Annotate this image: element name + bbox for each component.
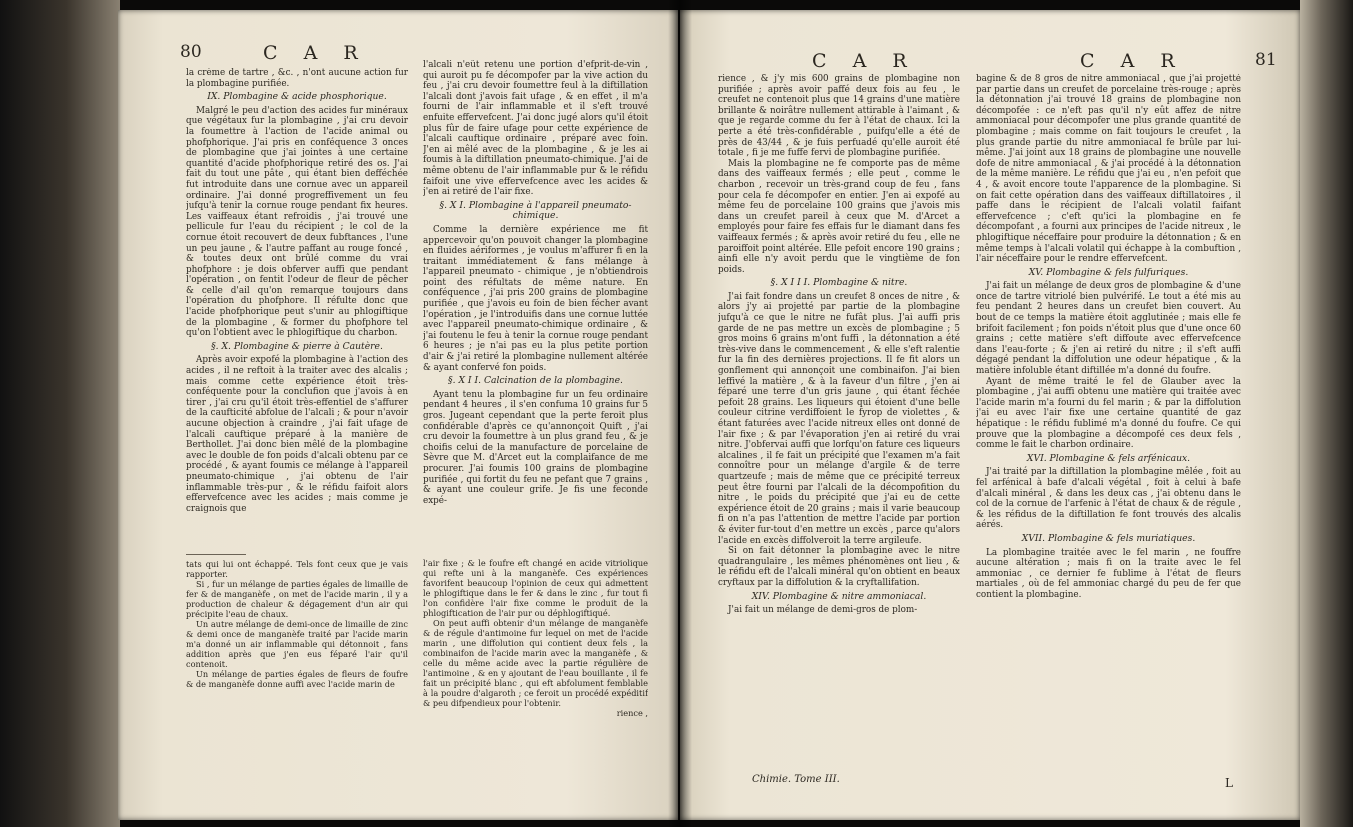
left-column-2	[423, 60, 648, 544]
section-xvii-body: La plombagine traitée avec le fel marin , ne fouffre aucune altération ; mais fi on la traite avec le fel ammoniac , ce dernier fe fublime à l'état de fleurs martiales , où de fel ammoniac chargé du peu de fer que contient la plombagine.	[976, 547, 1241, 600]
left-column-1	[186, 68, 408, 536]
left-running-head: C A R	[263, 42, 368, 64]
section-xv-title: XV. Plombagine & fels fulfuriques.	[1028, 266, 1189, 278]
footnote-paragraph: l'air fixe ; & le foufre eft changé en acide vitriolique qui refte uni à la manganèfe. Ces expériences favorifent beaucoup l'opinion de ceux qui admettent le phlogiftique dans le fer & dans le zinc , fur tout fi l'on confidère l'air fixe comme le produit de la phlogiftication de l'air pur ou déphlogiftiqué.	[423, 558, 648, 618]
section-xiv-title: XIV. Plombagine & nitre ammoniacal.	[751, 590, 927, 602]
paragraph: Ayant de même traité le fel de Glauber avec la plombagine , j'ai auffi obtenu une matière qui traitée avec l'acide marin m'a fourni du fel marin ; & par la diffolution j'ai eu avec l'air fixe une certaine quantité de gaz hépatique : le réfidu fublimé m'a donné du foufre. Ce qui prouve que la plombagine a décompofé ces deux fels , comme le fait le charbon ordinaire.	[976, 376, 1241, 451]
footnote-intro: tats qui lui ont échappé. Tels font ceux que je vais rapporter.	[186, 559, 408, 579]
book-edge-right	[1300, 0, 1353, 827]
right-running-head-left: C A R	[812, 50, 917, 72]
section-xii-body: Ayant tenu la plombagine fur un feu ordinaire pendant 4 heures , il s'en confuma 10 grains fur 5 gros. Jugeant cependant que la perte feroit plus confidérable d'après ce qu'annonçoit Quift , j'ai cru devoir la foumettre à un plus grand feu , & je choifis celui de la manufacture de porcelaine de Sèvre que M. d'Arcet eut la complaifance de me procurer. J'ai foumis 100 grains de plombagine purifiée , qui fortit du feu ne pefant que 7 grains , & ayant une couleur grife. Je fis une feconde expé-	[423, 389, 648, 506]
right-running-head-right: C A R	[1080, 50, 1185, 72]
book-gutter	[668, 0, 692, 827]
section-xiii-body: J'ai fait fondre dans un creufet 8 onces de nitre , & alors j'y ai projetté par partie de la plombagine jufqu'à ce que le nitre ne fufât plus. J'ai auffi pris garde de ne pas mettre un excès de plombagine ; 5 gros moins 6 grains m'ont fuffi , la détonnation a été très-vive dans le commencement , & elle s'eft ralentie fur la fin des dernières projections. Il fe fit alors un gonflement qui annonçoit une combinaifon. J'ai bien leffivé la matière , & à la faveur d'un filtre , j'en ai féparé une terre d'un gris jaune , qui étant féchée pefoit 28 grains. Les liqueurs qui étoient d'une belle couleur citrine verdiffoient le fyrop de violettes , & étant faturées avec l'acide nitreux elles ont donné de l'air fixe ; & par l'évaporation j'en ai retiré du vrai nitre. J'obfervai auffi que lorfqu'on fature ces liqueurs alcalines , il fe fait un précipité que l'examen m'a fait connoître pour un mélange d'argile & de terre quartzeufe ; mais de même que ce précipité terreux peut être fourni par l'alcali de la décompofition du nitre , le poids du précipité que j'ai eu de cette expérience étoit de 20 grains ; mais il varie beaucoup fi on n'a pas l'attention de mettre l'acide par portion & éviter fur-tout d'en mettre un excès , parce qu'alors l'acide en excès diffolveroit la terre argileufe.	[718, 291, 960, 546]
intro-paragraph: la crème de tartre , &c. , n'ont aucune action fur la plombagine purifiée.	[186, 68, 408, 89]
section-xvii-title: XVII. Plombagine & fels muriatiques.	[1021, 532, 1196, 544]
section-ix-body: Malgré le peu d'action des acides fur minéraux que végétaux fur la plombagine , j'ai cru devoir la foumettre à l'action de l'acide animal ou phofphorique. J'ai pris en conféquence 3 onces de plombagine que j'ai jointes à une certaine quantité d'acide phofphorique retiré des os. J'ai fait du tout une pâte , qui étant bien defféchée fut introduite dans une cornue avec un appareil ordinaire. J'ai donné progreffivement un feu jufqu'à tenir la cornue rouge pendant fix heures. Les vaiffeaux étant refroidis , j'ai trouvé une pellicule fur l'eau du récipient ; le col de la cornue étoit recouvert de deux fubftances , l'une un peu jaune , & l'autre paffant au rouge foncé , & toutes deux ont brûlé comme du vrai phofphore : je dois obferver auffi que pendant l'opération , on fentit l'odeur de fleur de pêcher & celle d'ail qu'on remarque toujours dans l'opération du phofphore. Il réfulte donc que l'acide phofphorique peut s'unir au phlogiftique de la plombagine , & former du phofphore tel qu'on l'obtient avec le phlogiftique du charbon.	[186, 105, 408, 339]
section-xii-title: §. X I I. Calcination de la plombagine.	[448, 375, 623, 387]
section-x-title: §. X. Plombagine & pierre à Cautère.	[211, 340, 383, 352]
left-page	[118, 10, 678, 820]
continuation-paragraph: l'alcali n'eût retenu une portion d'efprit-de-vin , qui auroit pu fe décompofer par la vive action du feu , j'ai cru devoir foumettre feul à la diftillation l'alcali dont j'avois fait ufage , & en effet , il m'a fourni de l'air inflammable et il s'eft trouvé enfuite effervefcent. J'ai donc jugé alors qu'il étoit plus fûr de faire ufage pour cette expérience de l'alcali cauftique ordinaire , préparé avec foin. J'en ai mêlé avec de la plombagine , & je les ai foumis à la diftillation pneumato-chimique. J'ai de même obtenu de l'air inflammable pur & le réfidu faifoit une vive effervefcence avec les acides & j'en ai retiré de l'air fixe.	[423, 60, 648, 198]
section-xiii-title: §. X I I I. Plombagine & nitre.	[770, 277, 908, 289]
footnote-paragraph: Un mélange de parties égales de fleurs de foufre & de manganèfe donne auffi avec l'acide marin de	[186, 669, 408, 689]
right-page	[680, 10, 1300, 820]
section-ix-title: IX. Plombagine & acide phosphorique.	[207, 91, 387, 103]
footnote-paragraph: On peut auffi obtenir d'un mélange de manganèfe & de régule d'antimoine fur lequel on met de l'acide marin , une diffolution qui contient deux fels , la combinaifon de l'acide marin avec la manganèfe , & celle du même acide avec la partie régulière de l'antimoine , & en y ajoutant de l'eau bouillante , il fe fait un précipité blanc , qui eft abfolument femblable à la poudre d'algaroth ; ce feroit un procédé expéditif & peu difpendieux pour l'obtenir.	[423, 618, 648, 708]
footnote-paragraph: Si , fur un mélange de parties égales de limaille de fer & de manganèfe , on met de l'acide marin , il y a production de chaleur & dégagement d'un air qui précipite l'eau de chaux.	[186, 579, 408, 619]
section-x-body: Après avoir expofé la plombagine à l'action des acides , il ne reftoit à la traiter avec des alcalis ; mais comme cette expérience étoit très-conféquente pour la conclufion que j'avois à en tirer , j'ai cru qu'il étoit très-effentiel de s'affurer de la caufticité abfolue de l'alcali ; & pour n'avoir aucune objection à craindre , j'ai fait ufage de l'alcali cauftique préparé à la manière de Berthollet. J'ai donc bien mêlé de la plombagine avec le double de fon poids d'alcali obtenu par ce procédé , & ayant foumis ce mélange à l'appareil pneumato-chimique , j'ai obtenu de l'air inflammable très-pur , & le réfidu faifoit alors effervefcence avec les acides ; mais comme je craignois que	[186, 355, 408, 514]
left-page-number: 80	[180, 42, 202, 62]
left-footnote-1	[186, 550, 408, 710]
section-xvi-title: XVI. Plombagine & fels arfénicaux.	[1026, 452, 1191, 464]
paragraph: Si on fait détonner la plombagine avec le nitre quadrangulaire , les mêmes phénomènes ont lieu , & le réfidu eft de l'alcali minéral qu'on obtient en beaux cryftaux par la diffolution & la cryftallifation.	[718, 546, 960, 588]
catchword: rience ,	[616, 708, 648, 718]
continuation-paragraph: rience , & j'y mis 600 grains de plombagine non purifiée ; après avoir paffé deux fois au feu , le creufet ne contenoit plus que 14 grains d'une matière brillante & noirâtre nullement attirable à l'aimant , & que je regarde comme du fer à l'état de chaux. Ici la perte a été très-confidérable , puifqu'elle a été de près de 43/44 , & je fuis perfuadé qu'elle auroit été totale , fi je me fuffe fervi de plombagine purifiée.	[718, 74, 960, 159]
left-footnote-2	[423, 558, 648, 728]
book-edge-left	[0, 0, 120, 827]
continuation-paragraph: bagine & de 8 gros de nitre ammoniacal , que j'ai projetté par partie dans un creufet de porcelaine très-rouge ; après la détonnation j'ai trouvé 18 grains de plombagine non décompofée : ce n'eft pas qu'il n'y eût affez de nitre ammoniacal pour décompofer une plus grande quantité de plombagine ; mais comme on fait toujours le creufet , la plus grande partie du nitre ammoniacal fe brûle par lui-même. J'ai joint aux 18 grains de plombagine une nouvelle dofe de nitre ammoniacal , & j'ai procédé à la détonnation de la même manière. Le réfidu que j'ai eu , n'en pefoit que 4 , & avoit encore toute l'apparence de la plombagine. Si on fait cette opération dans des vaiffeaux diftillatoires , il paffe dans le récipient de l'alcali volatil faifant effervefcence ; c'eft qu'ici la plombagine en fe décompofant , a fourni aux principes de l'acide nitreux , le phlogiftique néceffaire pour produire la détonnation ; & en même temps à l'alcali volatil qui échappe à la combuftion , l'air néceffaire pour le rendre effervefcent.	[976, 74, 1241, 265]
section-xvi-body: J'ai traité par la diftillation la plombagine mêlée , foit au fel arfénical à bafe d'alcali végétal , foit à celui à bafe d'alcali minéral , & dans les deux cas , j'ai obtenu dans le col de la cornue de l'arfenic à l'état de chaux & de régule , & les réfidus de la diftillation fe font trouvés des alcalis aérés.	[976, 467, 1241, 531]
right-page-number: 81	[1255, 50, 1277, 70]
section-xiv-body: J'ai fait un mélange de demi-gros de plom-	[728, 605, 918, 616]
section-xv-body: J'ai fait un mélange de deux gros de plombagine & d'une once de tartre vitriolé bien pulvérifé. Le tout a été mis au feu pendant 2 heures dans un creufet bien couvert. Au bout de ce temps la matière étoit agglutinée ; mais elle fe brifoit facilement ; fon poids n'étoit plus que d'une once 60 grains ; cette matière s'eft diffoute avec effervefcence dans l'eau-forte ; & j'en ai retiré du nitre ; il s'eft auffi dégagé pendant la diffolution une odeur hépatique , & la matière infoluble étant diftillée m'a donné du foufre.	[976, 281, 1241, 377]
signature-mark: L	[1225, 776, 1233, 790]
right-column-2	[976, 74, 1241, 774]
footnote-paragraph: Un autre mélange de demi-once de limaille de zinc & demi once de manganèfe traité par l'acide marin m'a donné un air inflammable qui détonnoit , fans addition après que j'en eus féparé l'air qu'il contenoit.	[186, 619, 408, 669]
paragraph: Mais la plombagine ne fe comporte pas de même dans des vaiffeaux fermés ; elle peut , comme le charbon , recevoir un très-grand coup de feu , fans pour cela fe décompofer en entier. J'en ai expofé au même feu de porcelaine 100 grains que j'avois mis dans un creufet pareil à ceux que M. d'Arcet a employés pour faire fes effais fur le diamant dans fes vaiffeaux fermés ; & après avoir retiré du feu , elle ne paroiffoit point altérée. Elle pefoit encore 190 grains ; ainfi elle n'y avoit perdu que le vingtième de fon poids.	[718, 158, 960, 275]
footnote-rule	[186, 554, 246, 555]
section-xi-title: §. X I. Plombagine à l'appareil pneumato-chimique.	[439, 199, 632, 222]
section-xi-body: Comme la dernière expérience me fit appercevoir qu'on pouvoit changer la plombagine en fluides aériformes , je voulus m'affurer fi en la traitant immédiatement & fans mélange à l'appareil pneumato - chimique , je n'obtiendrois point des réfultats de même nature. En conféquence , j'ai pris 200 grains de plombagine purifiée , que j'avois eu foin de bien fécher avant l'opération , je l'introduifis dans une cornue luttée avec l'appareil pneumato-chimique ordinaire , & j'ai foutenu le feu à tenir la cornue rouge pendant 6 heures ; je n'ai pas eu la plus petite portion d'air & j'ai retiré la plombagine nullement altérée & ayant confervé fon poids.	[423, 224, 648, 373]
signature-line: Chimie. Tome III.	[752, 774, 840, 785]
right-column-1	[718, 74, 960, 770]
